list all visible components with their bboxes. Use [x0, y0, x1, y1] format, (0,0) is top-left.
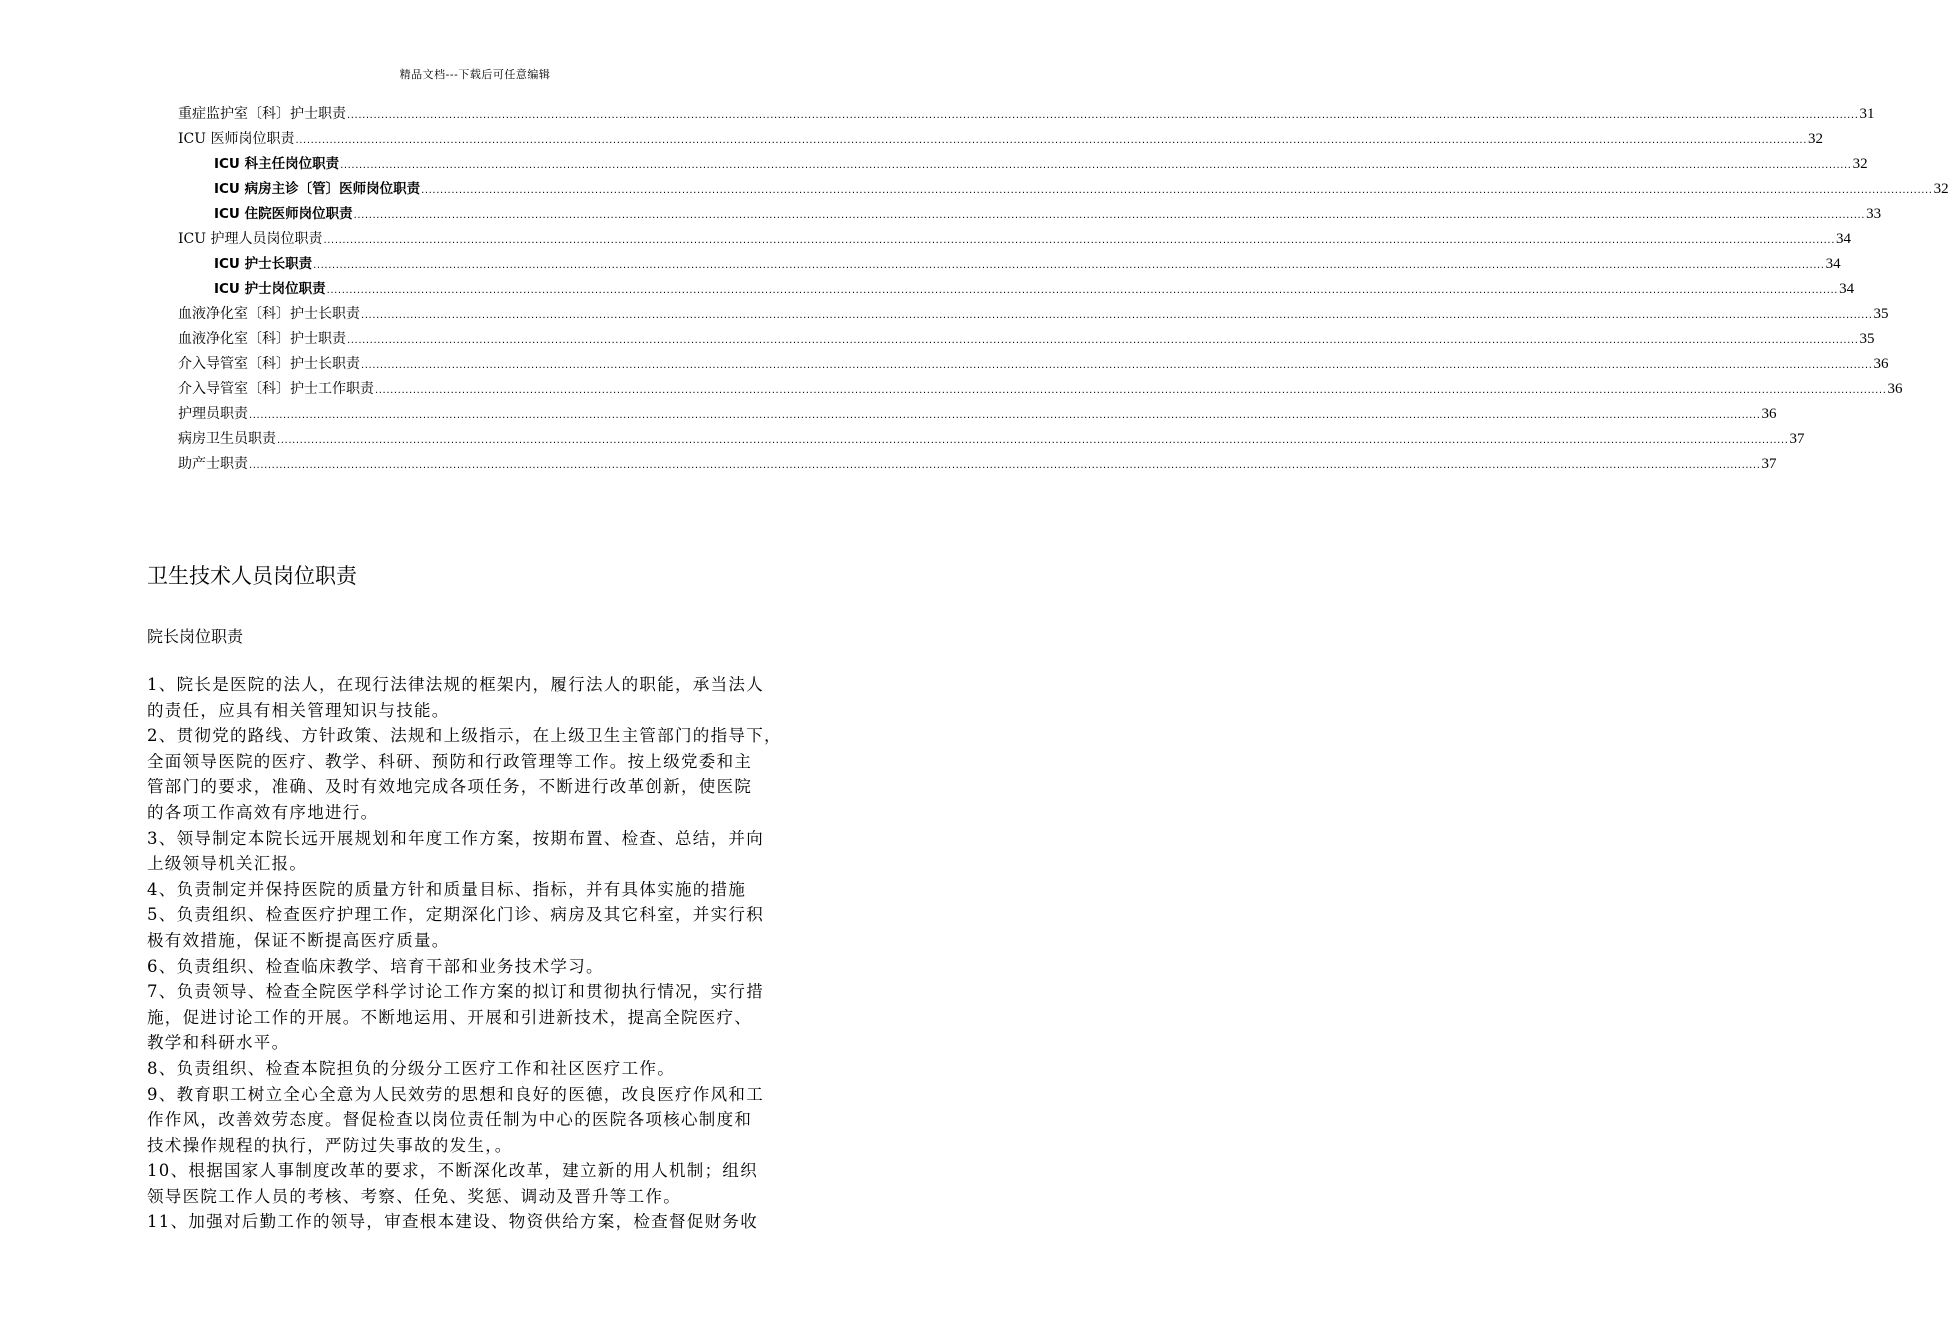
body-line: 教学和科研水平。	[147, 1033, 290, 1053]
toc-entry[interactable]	[178, 124, 1823, 149]
body-line: 10、根据国家人事制度改革的要求，不断深化改革，建立新的用人机制；组织	[147, 1161, 758, 1181]
toc-entry-title: 护理员职责	[178, 406, 248, 422]
body-line: 技术操作规程的执行，严防过失事故的发生，。	[147, 1135, 513, 1155]
toc-entry-title: ICU 护士长职责	[214, 256, 313, 272]
toc-entry[interactable]	[178, 224, 1851, 249]
toc-entry[interactable]	[178, 424, 1805, 449]
toc-entry-page: 37	[1789, 431, 1805, 447]
toc-leader-dots: ................................................................................................................................................................................................................................................................................................................................................................................................................	[347, 335, 1859, 346]
toc-leader-dots: ................................................................................................................................................................................................................................................................................................................................................................................................................	[340, 160, 1852, 171]
toc-leader-dots: ................................................................................................................................................................................................................................................................................................................................................................................................................	[323, 235, 1835, 246]
section-title: 卫生技术人员岗位职责	[147, 564, 357, 588]
toc-leader-dots: ................................................................................................................................................................................................................................................................................................................................................................................................................	[361, 310, 1873, 321]
toc-entry[interactable]	[214, 174, 1949, 199]
toc-entry-page: 32	[1807, 131, 1823, 147]
toc-entry-page: 33	[1866, 206, 1882, 222]
toc-leader-dots: ................................................................................................................................................................................................................................................................................................................................................................................................................	[421, 185, 1933, 196]
toc-leader-dots: ................................................................................................................................................................................................................................................................................................................................................................................................................	[277, 435, 1789, 446]
body-line: 3、领导制定本院长远开展规划和年度工作方案，按期布置、检查、总结，并向	[147, 828, 764, 848]
toc-entry-title: ICU 科主任岗位职责	[214, 156, 340, 172]
body-line: 4、负责制定并保持医院的质量方针和质量目标、指标，并有具体实施的措施	[147, 879, 747, 899]
toc-entry-page: 35	[1873, 306, 1889, 322]
toc-entry[interactable]	[214, 199, 1882, 224]
body-line: 上级领导机关汇报。	[147, 854, 308, 874]
body-line: 极有效措施，保证不断提高医疗质量。	[147, 930, 450, 950]
body-line: 7、负责领导、检查全院医学科学讨论工作方案的拟订和贯彻执行情况，实行措	[147, 982, 764, 1002]
toc-leader-dots: ................................................................................................................................................................................................................................................................................................................................................................................................................	[353, 210, 1866, 221]
body-line: 管部门的要求，准确、及时有效地完成各项任务，不断进行改革创新，使医院	[147, 777, 753, 797]
toc-entry[interactable]	[214, 274, 1855, 299]
toc-entry-page: 35	[1859, 331, 1875, 347]
body-line: 6、负责组织、检查临床教学、培育干部和业务技术学习。	[147, 956, 604, 976]
toc-entry-page: 31	[1859, 106, 1875, 122]
toc-entry[interactable]	[178, 374, 1903, 399]
toc-leader-dots: ................................................................................................................................................................................................................................................................................................................................................................................................................	[249, 410, 1761, 421]
body-line: 2、贯彻党的路线、方针政策、法规和上级指示，在上级卫生主管部门的指导下，	[147, 726, 782, 746]
toc-entry[interactable]	[178, 449, 1777, 474]
toc-entry-title: ICU 医师岗位职责	[178, 131, 295, 147]
toc-entry[interactable]	[214, 149, 1868, 174]
body-line: 1、院长是医院的法人，在现行法律法规的框架内，履行法人的职能，承当法人	[147, 675, 764, 694]
toc-entry-title: ICU 住院医师岗位职责	[214, 206, 353, 222]
toc-entry-page: 34	[1839, 281, 1855, 297]
toc-entry[interactable]	[214, 249, 1841, 274]
body-line: 8、负责组织、检查本院担负的分级分工医疗工作和社区医疗工作。	[147, 1058, 675, 1078]
toc-entry-title: 助产士职责	[178, 456, 248, 472]
toc-entry-page: 36	[1761, 406, 1777, 422]
toc-entry-page: 37	[1761, 456, 1777, 472]
toc-entry-page: 36	[1873, 356, 1889, 372]
subsection-title: 院长岗位职责	[147, 627, 244, 646]
toc-entry[interactable]	[178, 99, 1875, 124]
body-line: 5、负责组织、检查医疗护理工作，定期深化门诊、病房及其它科室，并实行积	[147, 905, 764, 925]
toc-leader-dots: ................................................................................................................................................................................................................................................................................................................................................................................................................	[361, 360, 1873, 371]
toc-entry[interactable]	[178, 299, 1889, 324]
toc-leader-dots: ................................................................................................................................................................................................................................................................................................................................................................................................................	[249, 460, 1761, 471]
toc-entry-title: ICU 护士岗位职责	[214, 281, 326, 297]
page-header: 精品文档---下载后可任意编辑	[399, 68, 551, 81]
body-line: 作作风，改善效劳态度。督促检查以岗位责任制为中心的医院各项核心制度和	[147, 1110, 753, 1130]
toc-entry-title: 血液净化室〔科〕护士职责	[178, 331, 346, 347]
body-line: 的责任，应具有相关管理知识与技能。	[147, 700, 450, 720]
body-line: 11、加强对后勤工作的领导，审查根本建设、物资供给方案，检查督促财务收	[147, 1212, 758, 1232]
body-line: 的各项工作高效有序地进行。	[147, 802, 379, 822]
toc-entry[interactable]	[178, 399, 1777, 424]
toc-entry-page: 32	[1852, 156, 1868, 172]
body-line: 全面领导医院的医疗、教学、科研、预防和行政管理等工作。按上级党委和主	[147, 751, 753, 771]
body-line: 9、教育职工树立全心全意为人民效劳的思想和良好的医德，改良医疗作风和工	[147, 1084, 764, 1104]
toc-leader-dots: ................................................................................................................................................................................................................................................................................................................................................................................................................	[313, 260, 1825, 271]
toc-entry-title: 血液净化室〔科〕护士长职责	[178, 306, 360, 322]
toc-entry-page: 34	[1835, 231, 1851, 247]
toc-leader-dots: ................................................................................................................................................................................................................................................................................................................................................................................................................	[295, 135, 1807, 146]
toc-entry-title: 介入导管室〔科〕护士工作职责	[178, 381, 374, 397]
body-text	[147, 672, 817, 1235]
toc-entry-page: 36	[1887, 381, 1903, 397]
toc-entry-title: ICU 病房主诊〔管〕医师岗位职责	[214, 181, 421, 197]
toc-leader-dots: ................................................................................................................................................................................................................................................................................................................................................................................................................	[347, 110, 1859, 121]
toc-entry-title: 病房卫生员职责	[178, 431, 276, 447]
toc-leader-dots: ................................................................................................................................................................................................................................................................................................................................................................................................................	[375, 385, 1887, 396]
toc-entry-page: 32	[1933, 181, 1949, 197]
toc-leader-dots: ................................................................................................................................................................................................................................................................................................................................................................................................................	[326, 285, 1839, 296]
toc-entry-title: 介入导管室〔科〕护士长职责	[178, 356, 360, 372]
toc-entry-title: ICU 护理人员岗位职责	[178, 231, 323, 247]
toc-entry-title: 重症监护室〔科〕护士职责	[178, 106, 346, 122]
body-line: 领导医院工作人员的考核、考察、任免、奖惩、调动及晋升等工作。	[147, 1186, 681, 1206]
body-line: 施，促进讨论工作的开展。不断地运用、开展和引进新技术，提高全院医疗、	[147, 1007, 753, 1027]
toc-entry[interactable]	[178, 324, 1875, 349]
toc-entry-page: 34	[1825, 256, 1841, 272]
toc-entry[interactable]	[178, 349, 1889, 374]
